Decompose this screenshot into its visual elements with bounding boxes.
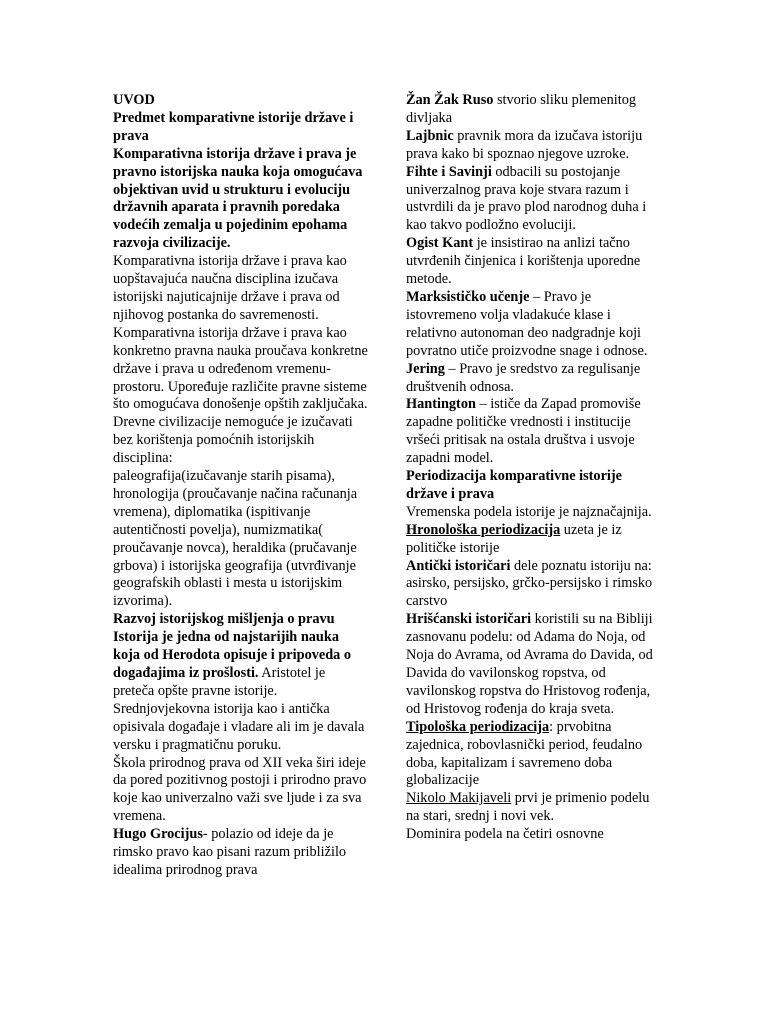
definition-paragraph: Komparativna istorija države i prava je pravno istorijska nauka koja omogućava objektivan uvid u strukturu i evoluciju državnih aparata i pravnih poredaka vodećih zemalja u pojedinim epohama razvoja civilizacije. xyxy=(113,145,363,252)
paragraph: Hugo Grocijus- polazio od ideje da je rimsko pravo kao pisani razum približilo idealima prirodnog prava xyxy=(113,826,347,878)
paragraph: Srednjovjekovna istorija kao i antička opisivala događaje i vladare ali im je davala versku i pragmatičnu poruku. xyxy=(113,700,365,753)
auxiliary-disciplines-paragraph: paleografija(izučavanje starih pisama), hronologija (proučavanje načina računanja vremena), diplomatika (ispitivanje autentičnosti povelja), numizmatika( proučavanje novca), heraldika (pručavanje grbova) i istorijska geografija (utvrđivanje geografskih oblasti i mesta u istorijskim izvorima). xyxy=(113,468,358,610)
paragraph: Fihte i Savinji odbacili su postojanje univerzalnog prava koje stvara razum i ustvrdili da je pravo plod narodnog duha i kao takvo podložno evoluciji. xyxy=(406,163,647,234)
paragraph: Jering – Pravo je sredstvo za regulisanje društvenih odnosa. xyxy=(406,360,641,395)
subheading-periodizacija: Periodizacija komparativne istorije države i prava xyxy=(406,468,622,502)
right-column xyxy=(406,92,661,844)
paragraph: Hantington – ističe da Zapad promoviše zapadne političke vrednosti i institucije vršeći pritisak na ostala društva i usvoje zapadni model. xyxy=(406,396,641,467)
paragraph: Komparativna istorija države i prava kao konkretno pravna nauka proučava konkretne države i prava u određenom vremenu-prostoru. Upoređuje različite pravne sisteme što omogućava donošenje opštih zaključaka. xyxy=(113,324,368,413)
subheading-razvoj: Razvoj istorijskog mišljenja o pravu xyxy=(113,611,335,628)
paragraph: Nikolo Makijaveli prvi je primenio podelu na stari, srednj i novi vek. xyxy=(406,790,650,825)
paragraph: Dominira podela na četiri osnovne xyxy=(406,826,604,843)
section-heading-uvod: UVOD xyxy=(113,92,155,108)
paragraph: Marksističko učenje – Pravo je istovremeno volja vladakuće klase i relativno autonoman deo nadgradnje koji povratno utiče proizvodne snage i odnose. xyxy=(406,288,648,359)
paragraph: Hrišćanski istoričari koristili su na Bibliji zasnovanu podelu: od Adama do Noja, od Noja do Avrama, od Avrama do Davida, od Davida do vavilonskog ropstva, od vavilonskog ropstva do Hristovog rođenja, od Hristovog rođenja do kraja sveta. xyxy=(406,611,653,717)
left-column xyxy=(113,92,368,880)
paragraph: Komparativna istorija države i prava kao uopštavajuća naučna disciplina izučava istorijski najuticajnije države i prava od njihovog postanka do savremenosti. xyxy=(113,253,347,323)
paragraph: Drevne civilizacije nemoguće je izučavati bez korištenja pomoćnih istorijskih disciplina: xyxy=(113,414,353,467)
paragraph: Antički istoričari dele poznatu istoriju na: asirsko, persijsko, grčko-persijsko i rimsko carstvo xyxy=(406,557,653,610)
paragraph: Istorija je jedna od najstarijih nauka koja od Herodota opisuje i pripoveda o događajima iz prošlosti. Aristotel je preteča opšte pravne istorije. xyxy=(113,629,352,699)
paragraph: Škola prirodnog prava od XII veka širi ideje da pored pozitivnog postoji i prirodno pravo koje kao univerzalno važi sve ljude i za sva vremena. xyxy=(113,754,367,825)
paragraph: Tipološka periodizacija: prvobitna zajednica, robovlasnički period, feudalno doba, kapitalizam i savremeno doba globalizacije xyxy=(406,718,643,789)
paragraph: Žan Žak Ruso stvorio sliku plemenitog divljaka xyxy=(406,92,636,126)
paragraph: Ogist Kant je insistirao na anlizi tačno utvrđenih činjenica i korištenja uporedne metode. xyxy=(406,235,641,288)
paragraph: Hronološka periodizacija uzeta je iz političke istorije xyxy=(406,521,622,556)
subheading-predmet: Predmet komparativne istorije države i prava xyxy=(113,109,354,144)
paragraph: Vremenska podela istorije je najznačajnija. xyxy=(406,503,652,520)
paragraph: Lajbnic pravnik mora da izučava istoriju prava kako bi spoznao njegove uzroke. xyxy=(406,127,643,162)
